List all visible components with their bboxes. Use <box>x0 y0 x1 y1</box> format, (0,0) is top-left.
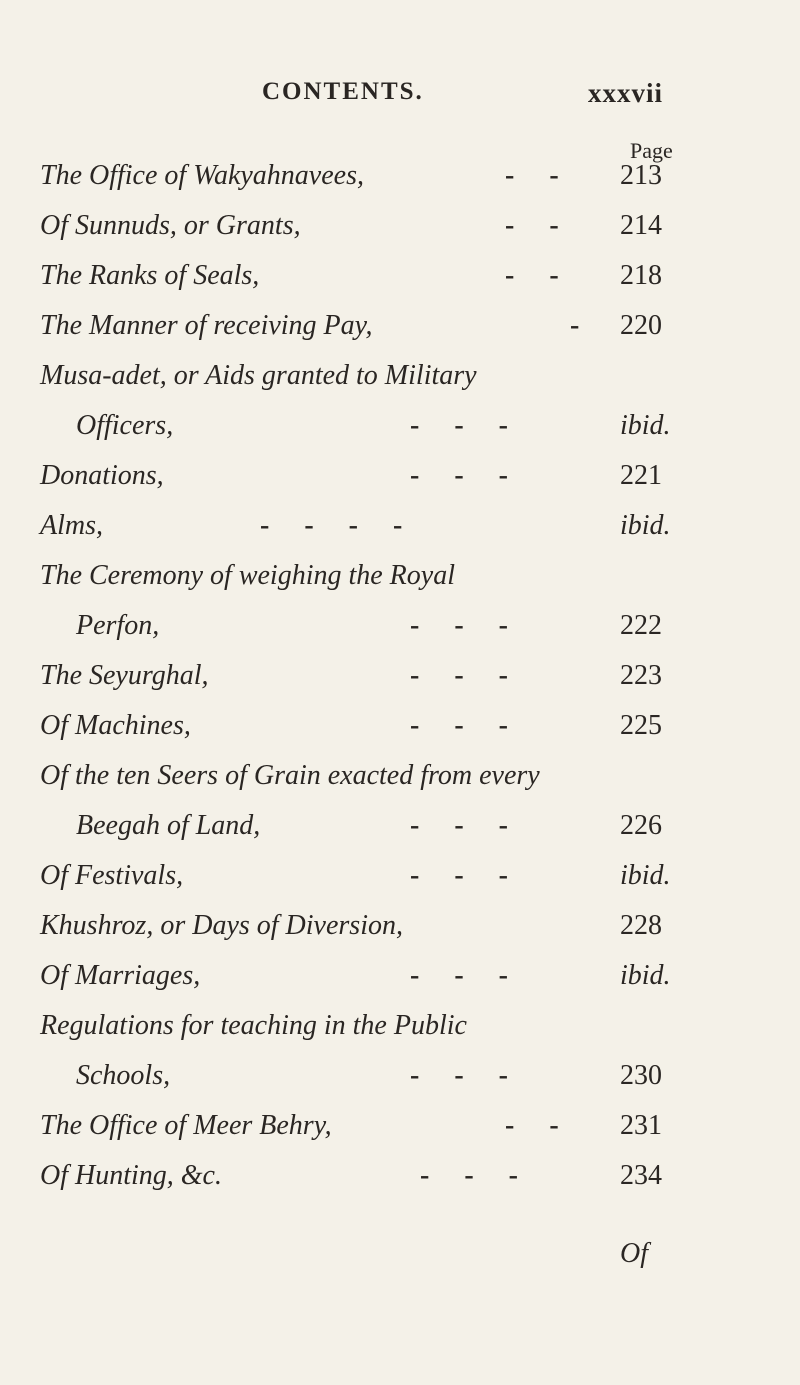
entry-page: 214 <box>620 210 662 241</box>
contents-entry <box>0 460 800 502</box>
entry-leader: - - <box>505 260 559 291</box>
contents-entry <box>0 810 800 852</box>
entry-title: The Ceremony of weighing the Royal <box>40 560 455 591</box>
entry-leader: - - <box>505 1110 559 1141</box>
entry-title: Beegah of Land, <box>76 810 261 841</box>
entry-page: 230 <box>620 1060 662 1091</box>
contents-entry <box>0 360 800 402</box>
entry-page: 226 <box>620 810 662 841</box>
entry-title: The Office of Meer Behry, <box>40 1110 332 1141</box>
contents-entry <box>0 760 800 802</box>
entry-title: Of Machines, <box>40 710 191 741</box>
entry-page: 223 <box>620 660 662 691</box>
entry-page: 213 <box>620 160 662 191</box>
entry-leader: - - - <box>410 610 508 641</box>
contents-entry <box>0 1060 800 1102</box>
contents-entry <box>0 410 800 452</box>
entry-leader: - - <box>505 210 559 241</box>
entry-title: The Ranks of Seals, <box>40 260 260 291</box>
entry-leader: - - - <box>410 960 508 991</box>
entry-page: 231 <box>620 1110 662 1141</box>
entry-leader: - - - <box>410 660 508 691</box>
header-title: CONTENTS. <box>262 78 424 105</box>
entry-page: 220 <box>620 310 662 341</box>
contents-entry <box>0 1110 800 1152</box>
entry-title: Khushroz, or Days of Diversion, <box>40 910 403 941</box>
contents-entry <box>0 910 800 952</box>
entry-leader: - - <box>505 160 559 191</box>
entry-title: Alms, <box>40 510 103 541</box>
entry-leader: - <box>570 310 580 341</box>
contents-entry <box>0 660 800 702</box>
entry-leader: - - - <box>410 710 508 741</box>
entry-page: ibid. <box>620 860 671 891</box>
entry-title: Of Marriages, <box>40 960 201 991</box>
entry-title: Musa-adet, or Aids granted to Military <box>40 360 477 391</box>
header-page-number: xxxvii <box>588 78 664 108</box>
entry-page: 225 <box>620 710 662 741</box>
entry-leader: - - - - <box>260 510 403 541</box>
running-header <box>0 78 800 108</box>
entry-title: Officers, <box>76 410 174 441</box>
entry-page: 222 <box>620 610 662 641</box>
contents-entry <box>0 210 800 252</box>
entry-title: Of Sunnuds, or Grants, <box>40 210 301 241</box>
entry-page: 218 <box>620 260 662 291</box>
entry-page: ibid. <box>620 410 671 441</box>
contents-entry <box>0 860 800 902</box>
contents-entry <box>0 960 800 1002</box>
entry-title: Of Festivals, <box>40 860 184 891</box>
entry-page: 234 <box>620 1160 662 1191</box>
entry-leader: - - - <box>410 860 508 891</box>
contents-entry <box>0 160 800 202</box>
entry-leader: - - - <box>410 810 508 841</box>
contents-entry <box>0 610 800 652</box>
entry-title: Of Hunting, &c. <box>40 1160 222 1191</box>
page-column-label: Page <box>630 138 673 163</box>
entry-page: 221 <box>620 460 662 491</box>
contents-entry <box>0 310 800 352</box>
entry-leader: - - - <box>420 1160 518 1191</box>
entry-title: Donations, <box>40 460 164 491</box>
entry-title: The Office of Wakyahnavees, <box>40 160 364 191</box>
entry-title: The Seyurghal, <box>40 660 209 691</box>
entry-title: The Manner of receiving Pay, <box>40 310 373 341</box>
contents-entry <box>0 1010 800 1052</box>
entry-page: ibid. <box>620 960 671 991</box>
entry-page: 228 <box>620 910 662 941</box>
contents-entry <box>0 260 800 302</box>
entry-leader: - - - <box>410 460 508 491</box>
contents-entry <box>0 1160 800 1202</box>
entry-title: Of the ten Seers of Grain exacted from every <box>40 760 540 791</box>
entry-title: Regulations for teaching in the Public <box>40 1010 467 1041</box>
contents-entry <box>0 560 800 602</box>
entry-title: Schools, <box>76 1060 171 1091</box>
catchword: Of <box>620 1238 648 1269</box>
entry-leader: - - - <box>410 1060 508 1091</box>
entry-page: ibid. <box>620 510 671 541</box>
contents-entry <box>0 510 800 552</box>
entry-title: Perfon, <box>76 610 160 641</box>
contents-entry <box>0 710 800 752</box>
entry-leader: - - - <box>410 410 508 441</box>
